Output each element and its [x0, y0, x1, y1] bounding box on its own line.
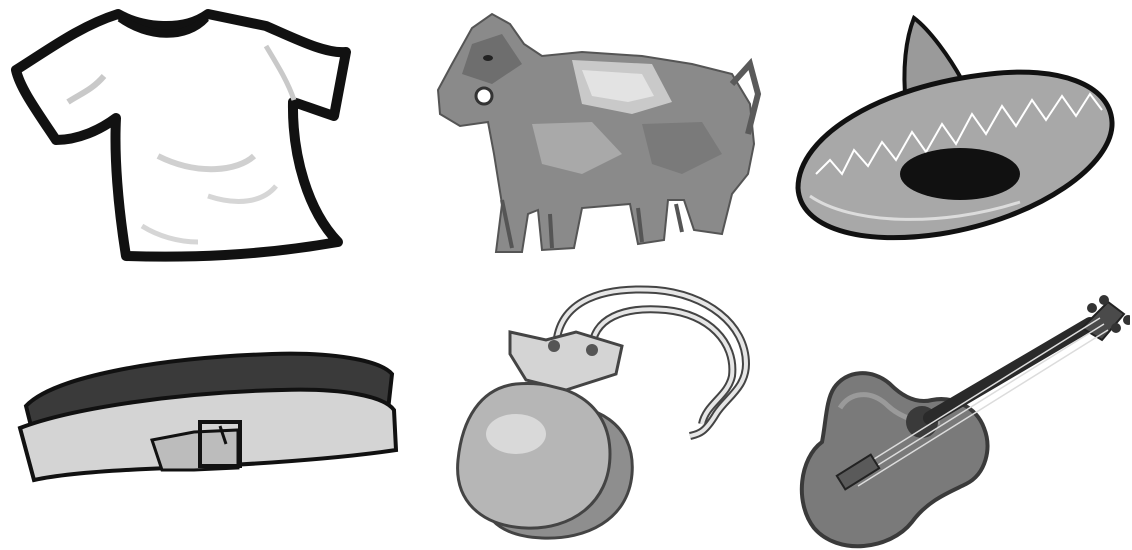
shirt-body — [16, 14, 346, 257]
castanet-top — [510, 332, 622, 390]
guitar-neck — [930, 324, 1090, 418]
tuning-peg — [1087, 303, 1097, 313]
castanets-illustration — [446, 284, 766, 546]
t-shirt-illustration — [8, 6, 354, 264]
castanet-shine — [486, 414, 546, 454]
castanet-hole — [586, 344, 598, 356]
donkey-eye — [483, 55, 493, 61]
castanet-front — [458, 384, 610, 529]
tuning-peg — [1099, 295, 1109, 305]
castanet-hole — [548, 340, 560, 352]
sombrero-illustration — [790, 14, 1120, 250]
tuning-peg — [1111, 323, 1121, 333]
tuning-peg — [1123, 315, 1130, 325]
donkey-pinata-illustration — [432, 4, 764, 260]
guitar-illustration — [790, 288, 1130, 550]
bridle-ring — [476, 88, 492, 104]
sombrero-opening — [900, 148, 1020, 200]
belt-illustration — [12, 350, 402, 484]
